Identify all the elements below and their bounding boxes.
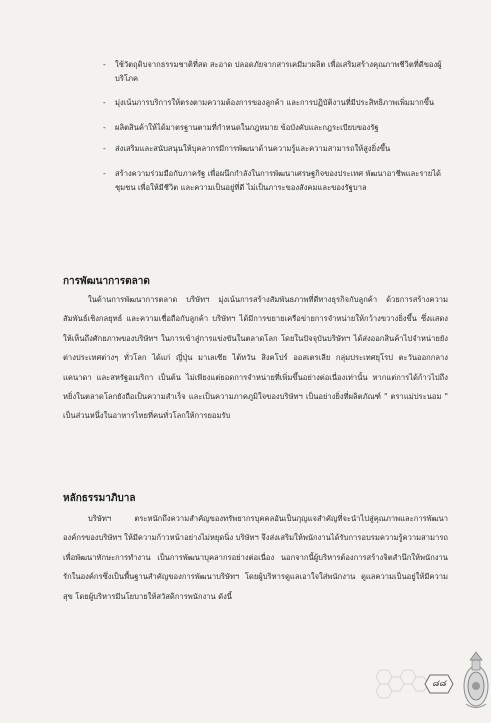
policy-bullet-list	[103, 58, 443, 205]
marketing-heading: การพัฒนาการตลาด	[63, 276, 150, 287]
list-item: - มุ่งเน้นการบริการให้ตรงตามความต้องการของลูกค้า และการปฏิบัติงานที่มีประสิทธิภาพเพิ่มมากขึ้น	[103, 98, 435, 108]
list-item: - ใช้วัตถุดิบจากธรรมชาติที่สด สะอาด ปลอดภัยจากสารเคมีมาผลิต เพื่อเสริมสร้างคุณภาพชีวิตที่ดีของผู้บริโภค	[103, 60, 442, 83]
bullet-text: มุ่งเน้นการบริการให้ตรงตามความต้องการของลูกค้า และการปฏิบัติงานที่มีประสิทธิภาพเพิ่มมากขึ้น	[115, 98, 435, 108]
governance-paragraph: บริษัทฯ ตระหนักถึงความสำคัญของทรัพยากรบุคคลอันเป็นกุญแจสำคัญที่จะนำไปสู่คุณภาพและการพัฒนาองค์กรของบริษัทฯ ให้มีความก้าวหน้าอย่างไม่หยุดนิ่ง บริษัทฯ จึงส่งเสริมให้พนักงานได้รับการอบรมความรู้ความสามารถ เพื่อพัฒนาทักษะการทำงาน เป็นการพัฒนาบุคลากรอย่างต่อเนื่อง นอกจากนี้ผู้บริหารต้องการสร้างจิตสำนึกให้พนักงานรักในองค์กรซึ่งเป็นพื้นฐานสำคัญของการพัฒนาบริษัทฯ โดยผู้บริหารดูแลเอาใจใส่พนักงาน ดูแลความเป็นอยู่ให้มีความสุข โดยผู้บริหารมีนโยบายให้สวัสดิการพนักงาน ดังนี้	[63, 514, 448, 601]
bullet-text: ผลิตสินค้าให้ได้มาตรฐานตามที่กำหนดในกฎหมาย ข้อบังคับและกฎระเบียบของรัฐ	[115, 122, 379, 132]
bullet-text: ใช้วัตถุดิบจากธรรมชาติที่สด สะอาด ปลอดภัยจากสารเคมีมาผลิต เพื่อเสริมสร้างคุณภาพชีวิตที่ดีของผู้บริโภค	[115, 60, 442, 83]
bullet-text: สร้างความร่วมมือกับภาครัฐ เพื่อผนึกกำลังในการพัฒนาเศรษฐกิจของประเทศ พัฒนาอาชีพและรายได้ชุมชน เพื่อให้มีชีวิต และความเป็นอยู่ที่ดี ไม่เป็นภาระของสังคมและของรัฐบาล	[115, 168, 441, 192]
governance-heading: หลักธรรมาภิบาล	[63, 493, 136, 504]
list-item: - สร้างความร่วมมือกับภาครัฐ เพื่อผนึกกำลังในการพัฒนาเศรษฐกิจของประเทศ พัฒนาอาชีพและรายได้ชุมชน เพื่อให้มีชีวิต และความเป็นอยู่ที่ดี ไม่เป็นภาระของสังคมและของรัฐบาล	[103, 168, 441, 192]
list-item: - ส่งเสริมและสนับสนุนให้บุคลากรมีการพัฒนาด้านความรู้และความสามารถให้สูงยิ่งขึ้น	[103, 144, 391, 154]
bullet-text: ส่งเสริมและสนับสนุนให้บุคลากรมีการพัฒนาด้านความรู้และความสามารถให้สูงยิ่งขึ้น	[115, 144, 391, 154]
royal-seal-emblem-icon	[459, 650, 489, 712]
marketing-paragraph: ในด้านการพัฒนาการตลาด บริษัทฯ มุ่งเน้นการสร้างสัมพันธภาพที่ดีทางธุรกิจกับลูกค้า ด้วยการสร้างความสัมพันธ์เชิงกลยุทธ์ และความเชื่อถือกับลูกค้า บริษัทฯ ได้มีการขยายเครือข่ายการจำหน่ายให้กว้างขวางยิ่งขึ้น ซึ่งแสดงให้เห็นถึงศักยภาพของบริษัทฯ ในการเข้าสู่การแข่งขันในตลาดโลก โดยในปัจจุบันบริษัทฯ ได้ส่งออกสินค้าไปจำหน่ายยังต่างประเทศต่างๆ ทั่วโลก ได้แก่ ญี่ปุ่น มาเลเซีย ไต้หวัน สิงคโปร์ ออสเตรเลีย กลุ่มประเทศยุโรป ตะวันออกกลาง แคนาดา และสหรัฐอเมริกา เป็นต้น ไม่เพียงแต่ยอดการจำหน่ายที่เพิ่มขึ้นอย่างต่อเนื่องเท่านั้น หากแต่การได้ก้าวไปถึงหยิ่งในตลาดโลกยังถือเป็นความสำเร็จ และเป็นความภาคภูมิใจของบริษัทฯ เป็นอย่างยิ่งที่ผลิตภัณฑ์ " ตราแม่ประนอม " เป็นส่วนหนึ่งในอาหารไทยที่คนทั่วโลกให้การยอมรับ	[63, 295, 448, 421]
page-number: ๘๘	[432, 679, 446, 689]
list-item: - ผลิตสินค้าให้ได้มาตรฐานตามที่กำหนดในกฎหมาย ข้อบังคับและกฎระเบียบของรัฐ	[103, 122, 379, 132]
hexagon-decoration-icon	[370, 668, 430, 702]
